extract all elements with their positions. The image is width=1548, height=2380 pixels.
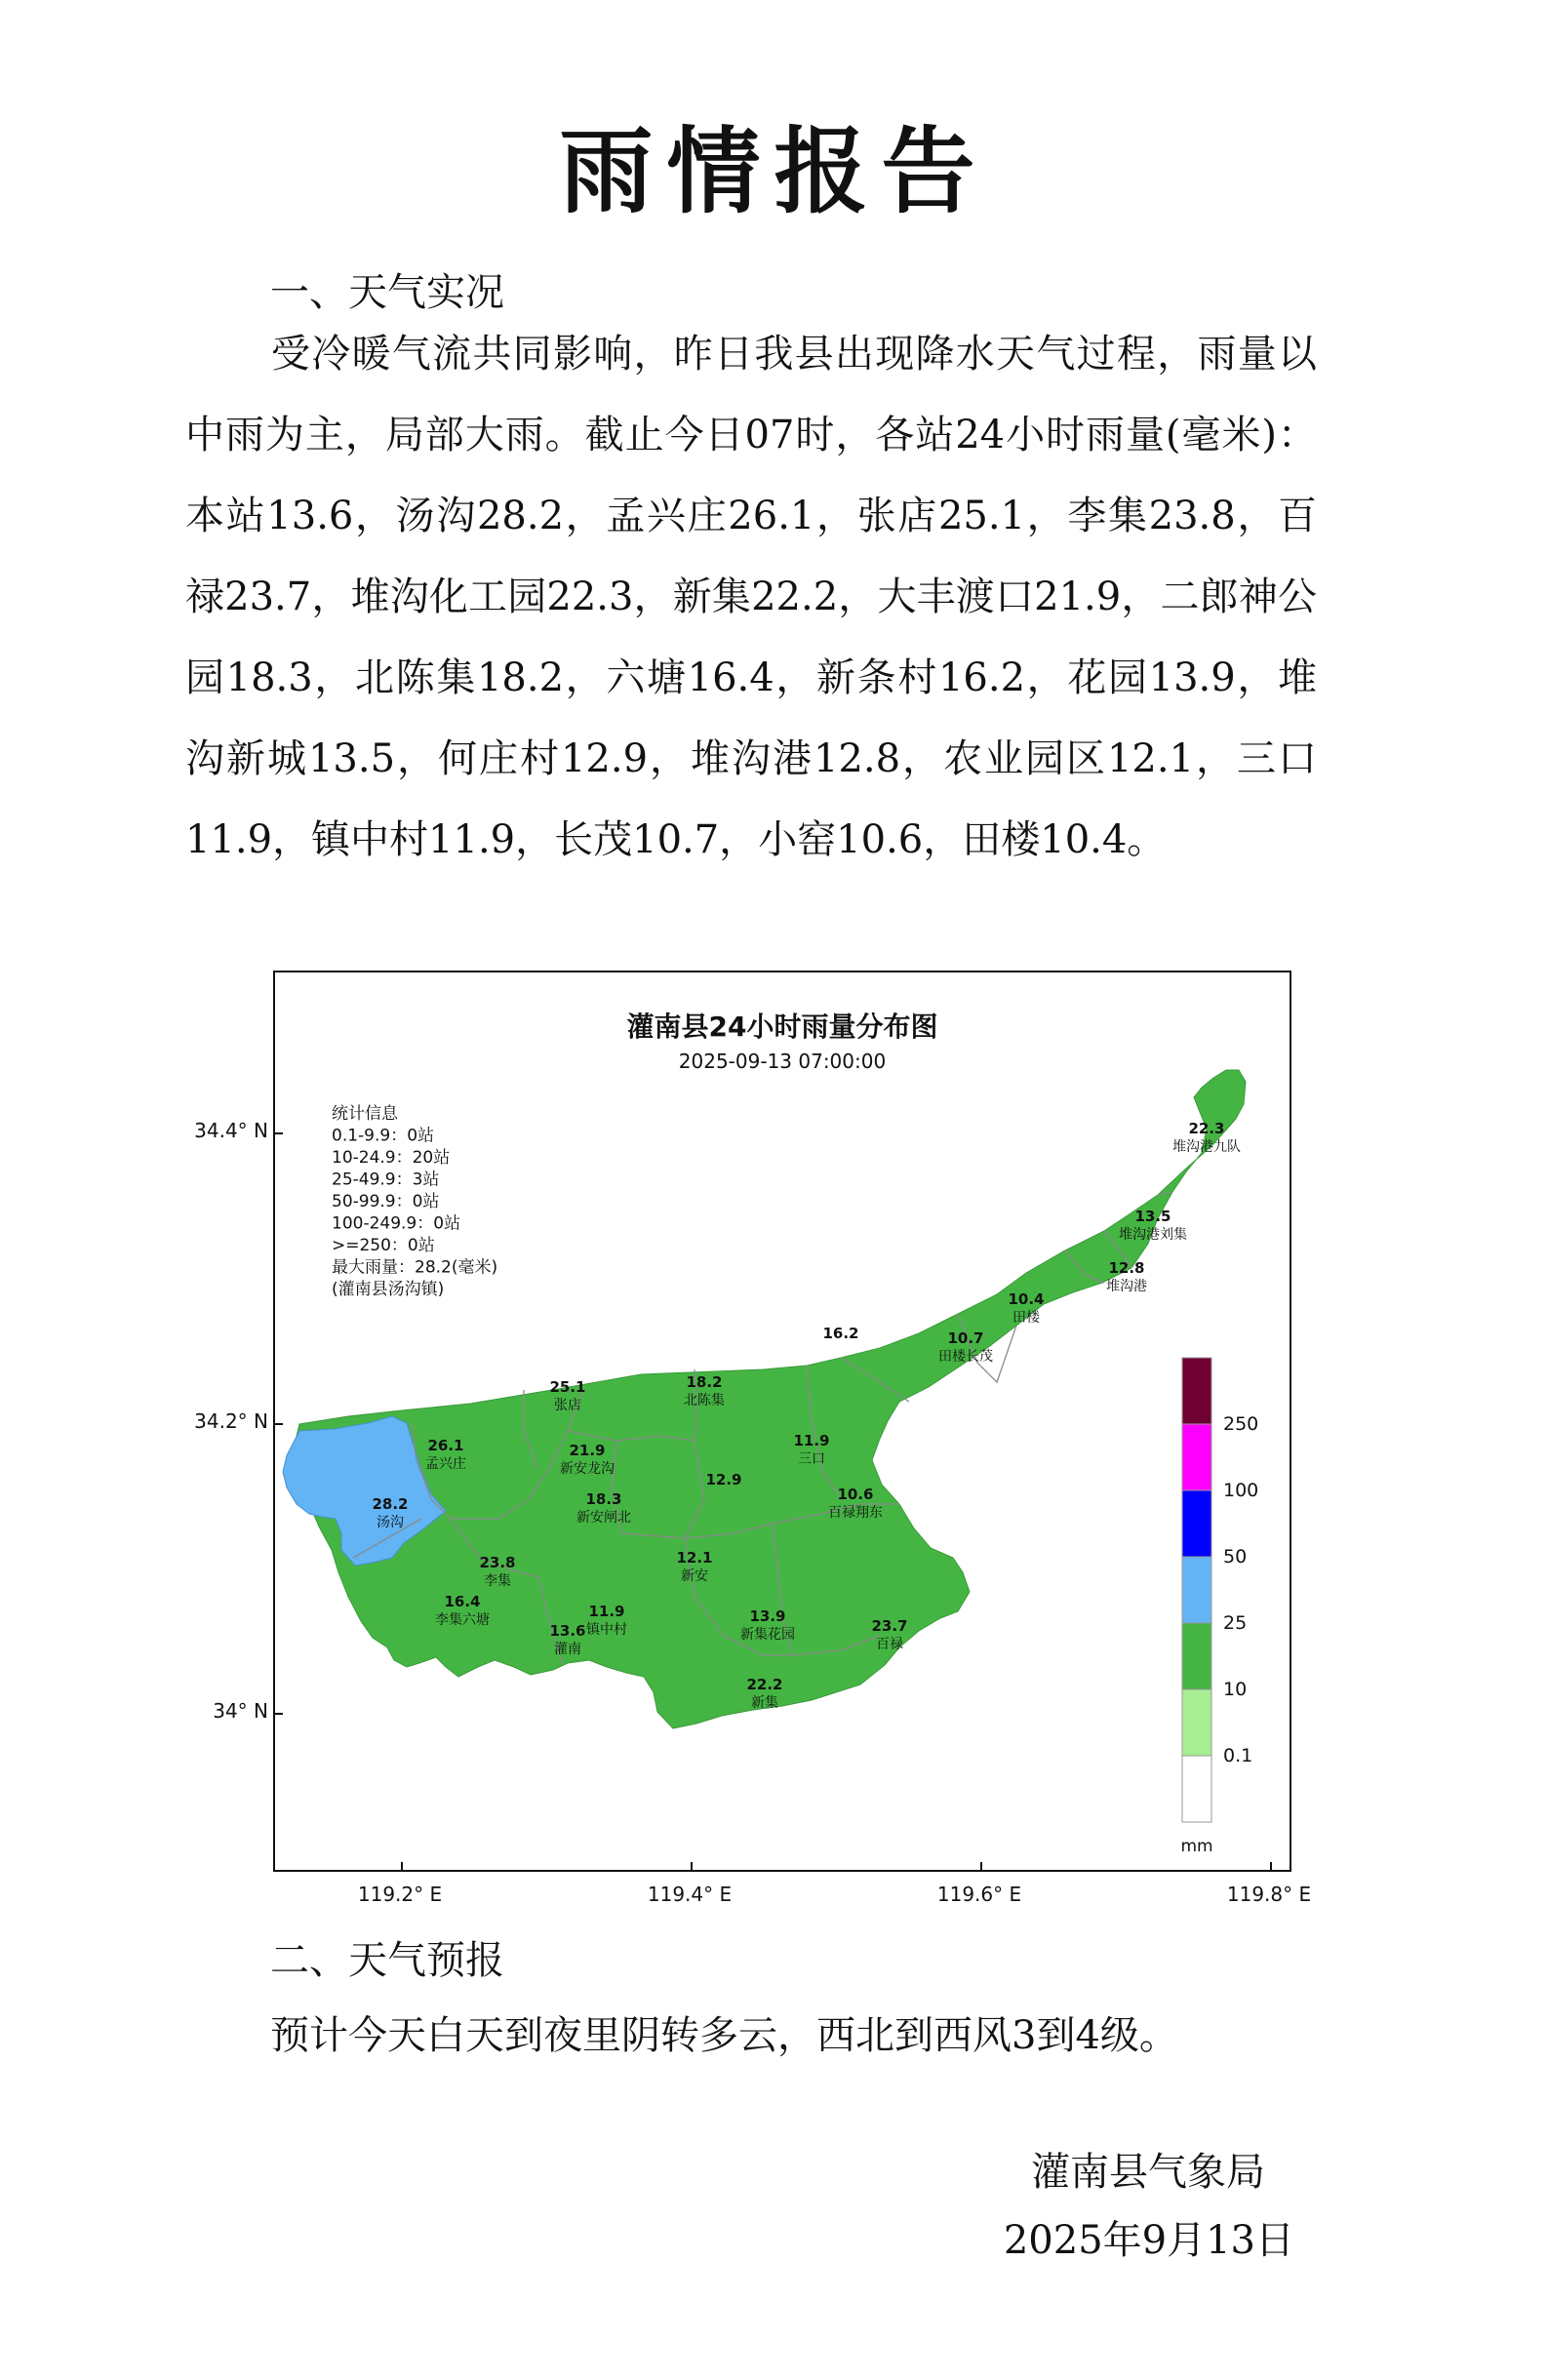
stats-line: (灌南县汤沟镇) — [332, 1280, 445, 1299]
x-tick-label: 119.8° E — [1226, 1883, 1312, 1906]
station-name: 李集六塘 — [435, 1612, 490, 1628]
y-tick-label: 34.2° N — [194, 1409, 268, 1433]
y-tick-label: 34.4° N — [194, 1119, 268, 1142]
section1-heading: 一、天气实况 — [270, 270, 504, 315]
rainfall-map — [273, 971, 1291, 1872]
station-value: 22.2 — [746, 1676, 783, 1693]
section1-body: 受冷暖气流共同影响，昨日我县出现降水天气过程，雨量以中雨为主，局部大雨。截止今日07时，各站24小时雨量(毫米)：本站13.6，汤沟28.2，孟兴庄26.1，张店25.1，李集23.8，百禄23.7，堆沟化工园22.3，新集22.2，大丰渡口21.9，二郎神公园18.3，北陈集18.2，六塘16.4，新条村16.2，花园13.9，堆沟新城13.5，何庄村12.9，堆沟港12.8，农业园区12.1，三口11.9，镇中村11.9，长茂10.7，小窑10.6，田楼10.4。 — [185, 332, 1317, 862]
y-axis — [275, 1133, 283, 1714]
stats-line: 统计信息 — [332, 1104, 398, 1124]
station-name: 堆沟港刘集 — [1119, 1227, 1187, 1243]
station-value: 13.9 — [749, 1607, 786, 1625]
station-value: 11.9 — [588, 1603, 625, 1620]
station-name: 新安龙沟 — [560, 1461, 615, 1477]
station-value: 10.4 — [1008, 1290, 1045, 1308]
signature-date: 2025年9月13日 — [1003, 2218, 1294, 2263]
x-tick-label: 119.4° E — [647, 1883, 733, 1906]
legend-label: 0.1 — [1223, 1745, 1253, 1766]
station-name: 张店 — [554, 1398, 581, 1413]
station-name: 百禄翔东 — [828, 1505, 883, 1521]
station-name: 新安闸北 — [576, 1510, 631, 1526]
station-value: 12.9 — [705, 1471, 742, 1488]
signature-org: 灌南县气象局 — [1031, 2150, 1265, 2195]
legend-swatch — [1182, 1557, 1211, 1623]
station-name: 田楼长茂 — [938, 1349, 993, 1365]
section2-heading: 二、天气预报 — [270, 1938, 504, 1983]
station-name: 堆沟港九队 — [1172, 1139, 1241, 1155]
legend-swatch — [1182, 1623, 1211, 1689]
station-value: 28.2 — [372, 1495, 409, 1513]
station-name: 新集 — [751, 1695, 778, 1711]
station-name: 李集 — [484, 1573, 511, 1589]
stats-line: >=250：0站 — [332, 1236, 435, 1255]
station-value: 13.6 — [549, 1622, 586, 1640]
y-tick-label: 34° N — [213, 1699, 268, 1723]
legend-swatch — [1182, 1689, 1211, 1756]
stats-line: 0.1-9.9：0站 — [332, 1126, 435, 1146]
station-name: 汤沟 — [377, 1515, 404, 1530]
station-value: 12.1 — [676, 1549, 713, 1567]
station-value: 25.1 — [549, 1378, 586, 1396]
station-name: 田楼 — [1012, 1310, 1040, 1326]
x-tick-label: 119.6° E — [936, 1883, 1022, 1906]
station-name: 新集花园 — [740, 1627, 795, 1643]
legend-swatch — [1182, 1424, 1211, 1490]
legend-label: 100 — [1223, 1480, 1259, 1501]
legend-label: 250 — [1223, 1413, 1259, 1435]
x-axis — [402, 1862, 1271, 1870]
stats-block — [332, 1104, 497, 1299]
stats-line: 最大雨量：28.2(毫米) — [332, 1257, 498, 1278]
legend-swatch — [1182, 1756, 1211, 1822]
station-value: 22.3 — [1188, 1120, 1225, 1137]
section2-body: 预计今天白天到夜里阴转多云，西北到西风3到4级。 — [270, 2013, 1178, 2058]
legend-swatch — [1182, 1490, 1211, 1557]
legend-swatch — [1182, 1358, 1211, 1424]
map-subtitle: 2025-09-13 07:00:00 — [678, 1050, 887, 1073]
stats-line: 25-49.9：3站 — [332, 1170, 440, 1190]
station-name: 三口 — [798, 1451, 825, 1467]
color-legend — [1180, 1358, 1258, 1856]
station-value: 23.7 — [871, 1617, 908, 1635]
x-tick-label: 119.2° E — [357, 1883, 443, 1906]
station-value: 10.7 — [947, 1329, 984, 1347]
station-value: 16.2 — [822, 1325, 859, 1342]
station-value: 10.6 — [837, 1486, 874, 1503]
stats-line: 10-24.9：20站 — [332, 1148, 451, 1168]
station-value: 11.9 — [793, 1432, 830, 1449]
report-title: 雨情报告 — [559, 117, 989, 226]
legend-label: 50 — [1223, 1546, 1248, 1567]
station-value: 12.8 — [1108, 1259, 1145, 1277]
station-value: 16.4 — [444, 1593, 481, 1610]
station-name: 北陈集 — [684, 1393, 725, 1408]
station-13 — [705, 1471, 741, 1488]
station-name: 孟兴庄 — [425, 1456, 466, 1472]
station-value: 23.8 — [479, 1554, 516, 1571]
station-value: 21.9 — [569, 1442, 606, 1459]
station-name: 镇中村 — [586, 1622, 627, 1638]
station-name: 百禄 — [876, 1637, 903, 1652]
stats-line: 100-249.9：0站 — [332, 1213, 461, 1234]
station-name: 新安 — [681, 1568, 708, 1584]
station-value: 18.3 — [585, 1490, 622, 1508]
station-5 — [822, 1325, 858, 1342]
station-value: 13.5 — [1134, 1208, 1171, 1225]
station-value: 18.2 — [686, 1373, 723, 1391]
station-value: 26.1 — [427, 1437, 464, 1454]
legend-label: 25 — [1223, 1612, 1248, 1634]
station-name: 灌南 — [554, 1642, 581, 1657]
station-name: 堆沟港 — [1106, 1279, 1147, 1294]
legend-unit: mm — [1180, 1837, 1213, 1856]
legend-label: 10 — [1223, 1679, 1248, 1700]
stats-line: 50-99.9：0站 — [332, 1192, 440, 1211]
map-title: 灌南县24小时雨量分布图 — [626, 1011, 938, 1043]
